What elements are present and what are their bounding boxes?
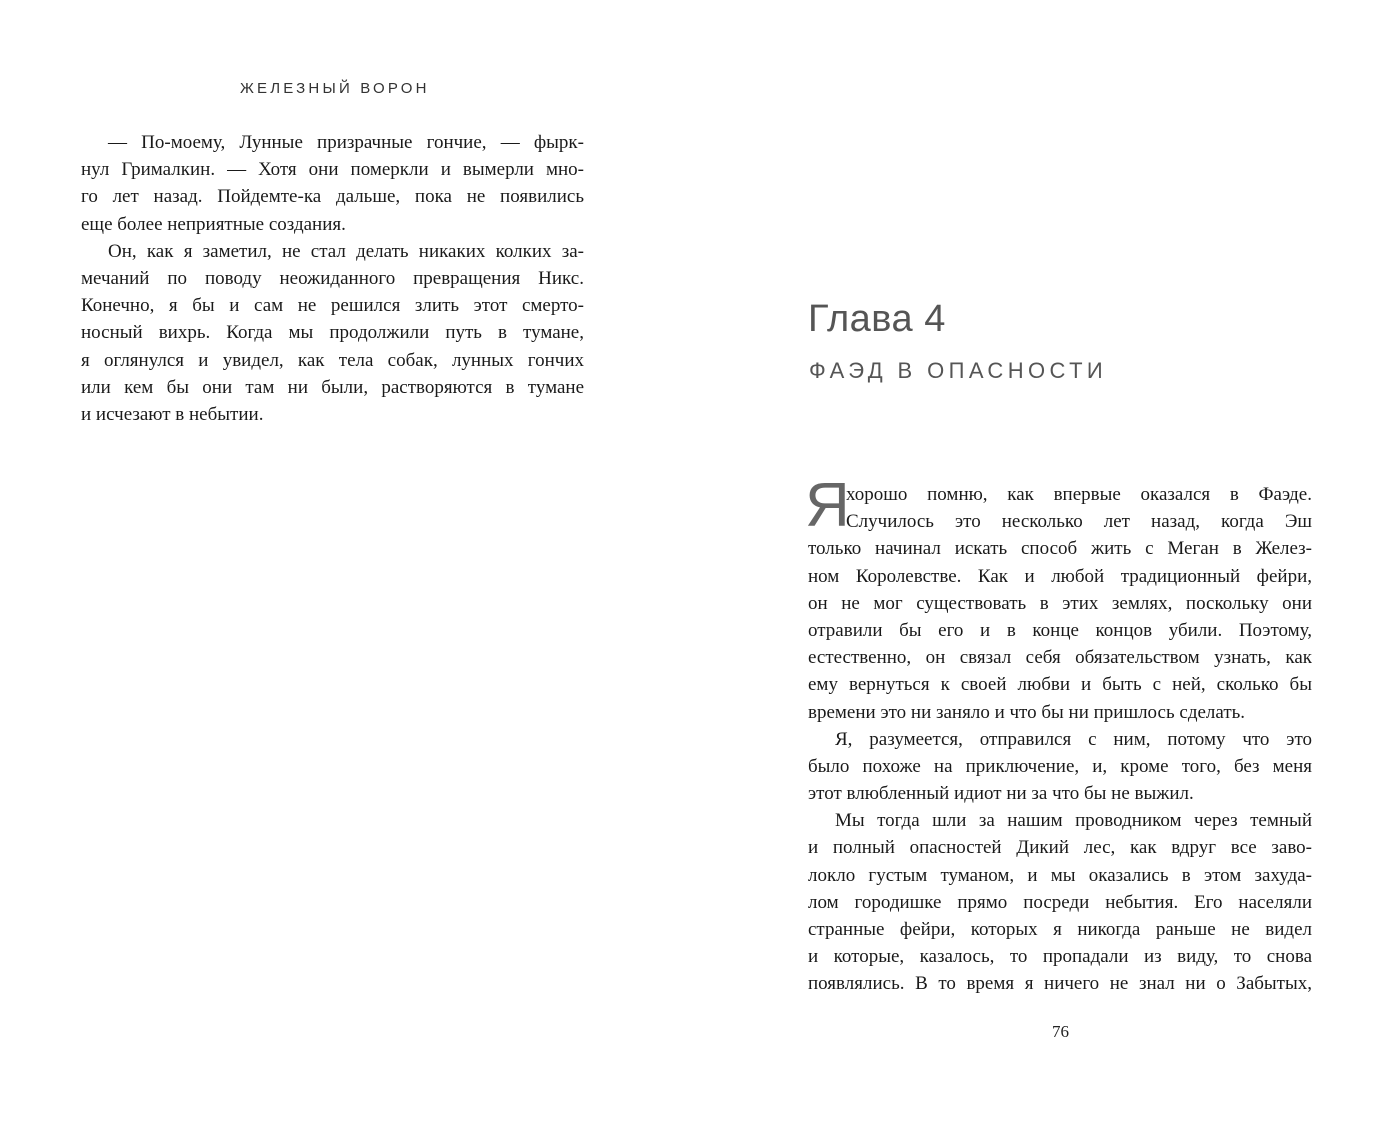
- text-line: носный вихрь. Когда мы продолжили путь в тумане,: [81, 322, 584, 344]
- text-line: ном Королевстве. Как и любой традиционный фейри,: [808, 565, 1312, 587]
- text-line: только начинал искать способ жить с Меган в Желез-: [808, 538, 1312, 560]
- text-line: нул Грималкин. — Хотя они померкли и вымерли мно-: [81, 159, 584, 181]
- text-line: он не мог существовать в этих землях, поскольку они: [808, 592, 1312, 614]
- text-line: появлялись. В то время я ничего не знал ни о Забытых,: [808, 973, 1312, 995]
- page-number: 76: [1052, 1022, 1069, 1041]
- text-line: естественно, он связал себя обязательством узнать, как: [808, 647, 1312, 669]
- text-line: было похоже на приключение, и, кроме того, без меня: [808, 755, 1312, 777]
- drop-cap-lines: [846, 481, 1312, 535]
- text-line: и которые, казалось, то пропадали из виду, то снова: [808, 946, 1312, 968]
- text-line: или кем бы они там ни были, растворяются в тумане: [81, 376, 584, 398]
- text-line: Случилось это несколько лет назад, когда Эш: [846, 511, 1312, 533]
- text-line: отравили бы его и в конце концов убили. Поэтому,: [808, 619, 1312, 641]
- running-head: ЖЕЛЕЗНЫЙ ВОРОН: [240, 80, 430, 97]
- paragraph-first-line: Мы тогда шли за нашим проводником через темный: [835, 810, 1312, 832]
- right-page: [697, 0, 1394, 1125]
- text-line: мечаний по поводу неожиданного превращения Никс.: [81, 267, 584, 289]
- text-line: локло густым туманом, и мы оказались в этом захуда-: [808, 864, 1312, 886]
- text-line: странные фейри, которых я никогда раньше не видел: [808, 919, 1312, 941]
- text-line: хорошо помню, как впервые оказался в Фаэде.: [846, 484, 1312, 505]
- paragraph-first-line: Он, как я заметил, не стал делать никаких колких за-: [108, 240, 584, 262]
- paragraph-first-line: Я, разумеется, отправился с ним, потому что это: [835, 728, 1312, 750]
- text-line: Конечно, я бы и сам не решился злить этот смерто-: [81, 295, 584, 317]
- drop-cap-letter: Я: [805, 471, 850, 540]
- right-page-body: [808, 535, 1312, 997]
- text-line: этот влюбленный идиот ни за что бы не выжил.: [808, 783, 1194, 805]
- text-line: ему вернуться к своей любви и быть с ней, сколько бы: [808, 674, 1312, 696]
- text-line: и исчезают в небытии.: [81, 403, 264, 425]
- text-line: и полный опасностей Дикий лес, как вдруг все заво-: [808, 837, 1312, 859]
- text-line: я оглянулся и увидел, как тела собак, лунных гончих: [81, 349, 584, 371]
- paragraph-first-line: — По-моему, Лунные призрачные гончие, — фырк-: [108, 132, 584, 153]
- left-page-body: [81, 129, 584, 428]
- text-line: времени это ни заняло и что бы ни пришлось сделать.: [808, 701, 1246, 723]
- text-line: лом городишке прямо посреди небытия. Его населяли: [808, 891, 1312, 913]
- chapter-title: Глава 4: [808, 298, 946, 340]
- chapter-subtitle: ФАЭД В ОПАСНОСТИ: [809, 358, 1108, 383]
- text-line: го лет назад. Пойдемте-ка дальше, пока не появились: [81, 186, 584, 208]
- text-line: еще более неприятные создания.: [81, 213, 346, 235]
